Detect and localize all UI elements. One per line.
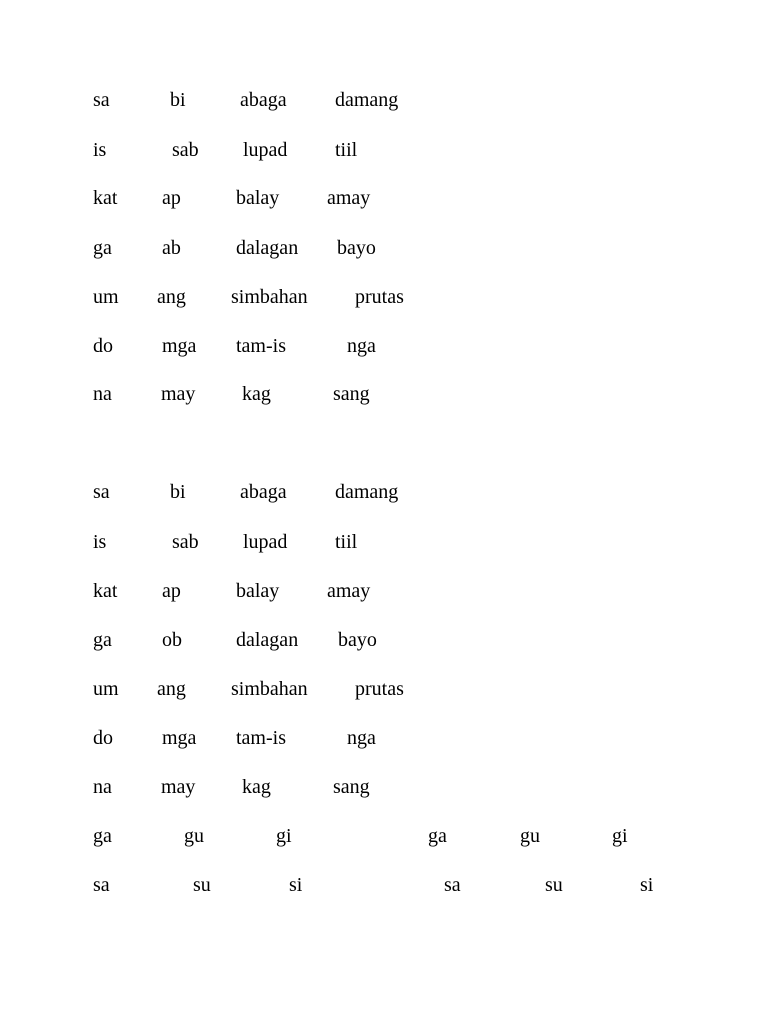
word: may <box>161 776 196 798</box>
word: sa <box>93 89 110 111</box>
word: balay <box>236 580 280 602</box>
syllable: gu <box>520 825 540 847</box>
word: lupad <box>243 139 288 161</box>
syllable: si <box>640 874 654 896</box>
word: nga <box>347 727 376 749</box>
word: sab <box>172 139 199 161</box>
word: abaga <box>240 89 287 111</box>
word: dalagan <box>236 237 299 259</box>
word: ga <box>93 629 112 651</box>
word: damang <box>335 481 399 503</box>
word: ap <box>162 187 181 209</box>
word: kag <box>242 776 271 798</box>
syllable: ga <box>428 825 447 847</box>
word: bayo <box>338 629 377 651</box>
word: ang <box>157 286 186 308</box>
syllable: sa <box>444 874 461 896</box>
word: ab <box>162 237 181 259</box>
word: do <box>93 335 113 357</box>
word-row <box>0 676 768 702</box>
word: na <box>93 383 112 405</box>
word-row <box>0 479 768 505</box>
word: ob <box>162 629 182 651</box>
word: simbahan <box>231 678 308 700</box>
word: prutas <box>355 286 404 308</box>
word: do <box>93 727 113 749</box>
word-row <box>0 627 768 653</box>
word: um <box>93 286 119 308</box>
syllable: gi <box>276 825 292 847</box>
word: mga <box>162 335 197 357</box>
word: bi <box>170 89 186 111</box>
syllable: gi <box>612 825 628 847</box>
word: ap <box>162 580 181 602</box>
word-row <box>0 529 768 555</box>
word-row <box>0 284 768 310</box>
word-row <box>0 137 768 163</box>
word: bayo <box>337 237 376 259</box>
word-row <box>0 578 768 604</box>
word: damang <box>335 89 399 111</box>
syllable-row <box>0 823 768 849</box>
word-row <box>0 235 768 261</box>
word: amay <box>327 187 371 209</box>
word: sang <box>333 383 370 405</box>
word: sab <box>172 531 199 553</box>
word: amay <box>327 580 371 602</box>
word: ang <box>157 678 186 700</box>
syllable: gu <box>184 825 204 847</box>
syllable: sa <box>93 874 110 896</box>
syllable: su <box>545 874 563 896</box>
word-row <box>0 381 768 407</box>
word: may <box>161 383 196 405</box>
word: tam-is <box>236 727 286 749</box>
word-row <box>0 333 768 359</box>
word: ga <box>93 237 112 259</box>
word: nga <box>347 335 376 357</box>
word: is <box>93 139 107 161</box>
word: bi <box>170 481 186 503</box>
word-row <box>0 725 768 751</box>
word: dalagan <box>236 629 299 651</box>
word: kag <box>242 383 271 405</box>
syllable: su <box>193 874 211 896</box>
word: tiil <box>335 531 358 553</box>
word: na <box>93 776 112 798</box>
syllable: si <box>289 874 303 896</box>
word: kat <box>93 580 118 602</box>
word: tam-is <box>236 335 286 357</box>
word: lupad <box>243 531 288 553</box>
word: is <box>93 531 107 553</box>
word-row <box>0 185 768 211</box>
word: balay <box>236 187 280 209</box>
word: sang <box>333 776 370 798</box>
word: tiil <box>335 139 358 161</box>
syllable: ga <box>93 825 112 847</box>
word: abaga <box>240 481 287 503</box>
word-row <box>0 87 768 113</box>
word: simbahan <box>231 286 308 308</box>
word: prutas <box>355 678 404 700</box>
syllable-row <box>0 872 768 898</box>
word-row <box>0 774 768 800</box>
word: sa <box>93 481 110 503</box>
word: kat <box>93 187 118 209</box>
word: mga <box>162 727 197 749</box>
word: um <box>93 678 119 700</box>
